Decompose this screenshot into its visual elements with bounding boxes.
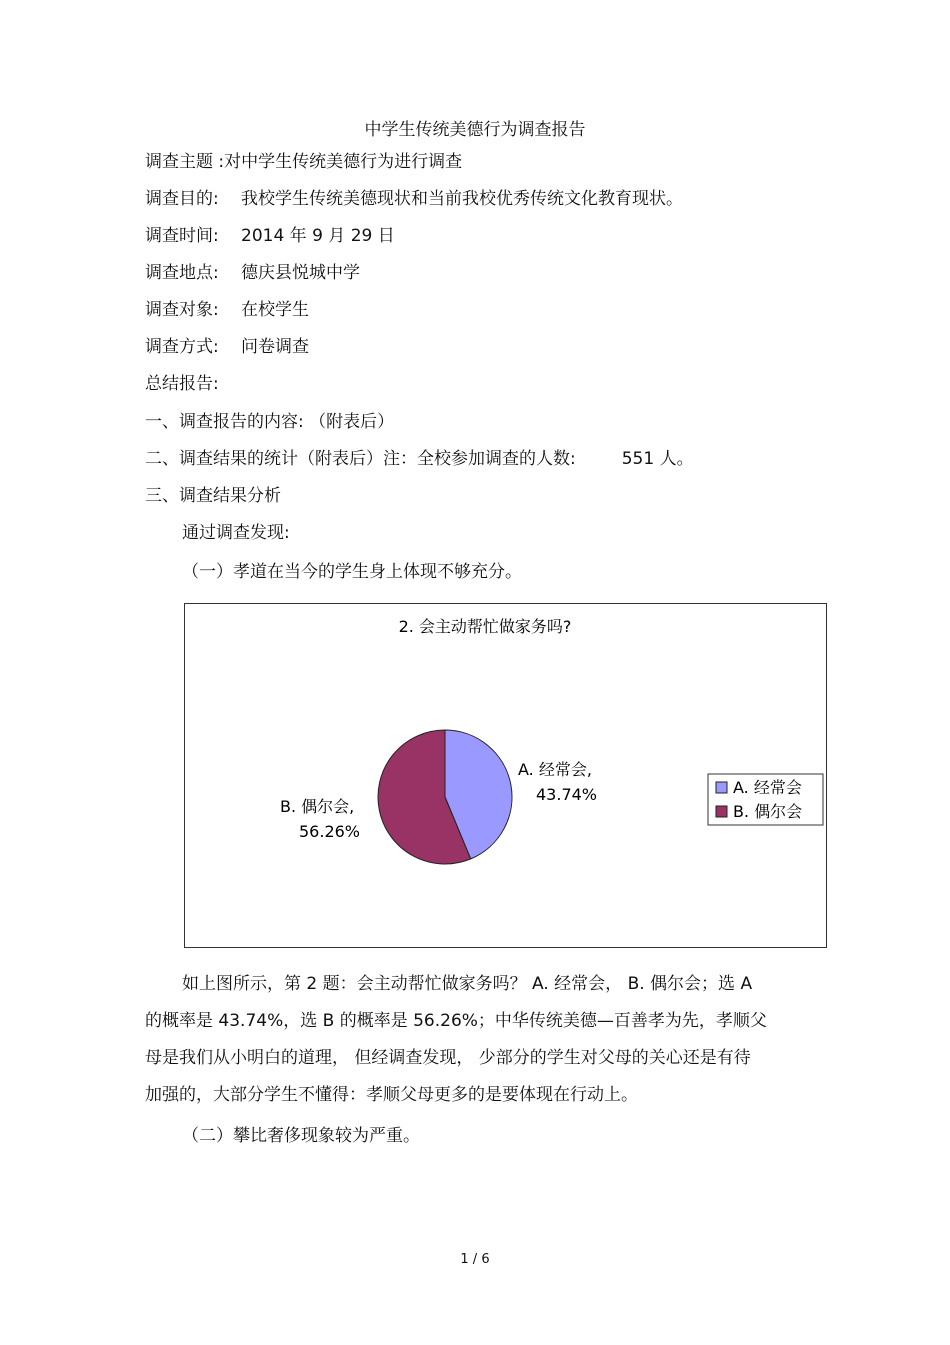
finding-2: （二）攀比奢侈现象较为严重。	[182, 1126, 420, 1146]
chart-legend	[708, 774, 823, 825]
chart-title: 2. 会主动帮忙做家务吗?	[398, 617, 572, 636]
field-method	[145, 335, 309, 359]
field-value: 在校学生	[241, 300, 309, 320]
field-label: 调查地点:	[145, 263, 219, 283]
paragraph-line: 的概率是 43.74%，选 B 的概率是 56.26%；中华传统美德—百善孝为先，孝顺父	[145, 1011, 767, 1031]
data-label-a-value: 43.74%	[536, 785, 598, 804]
pie-chart-svg	[185, 604, 826, 947]
field-target	[145, 298, 309, 322]
field-value: 对中学生传统美德行为进行调查	[224, 152, 463, 172]
summary-label: 总结报告:	[145, 374, 219, 394]
findings-intro: 通过调查发现:	[182, 523, 290, 543]
field-label: 调查对象:	[145, 300, 219, 320]
section-1: 一、调查报告的内容: （附表后）	[145, 412, 395, 432]
field-value: 我校学生传统美德现状和当前我校优秀传统文化教育现状。	[241, 189, 683, 209]
section-3: 三、调查结果分析	[145, 486, 281, 506]
page-title: 中学生传统美德行为调查报告	[364, 120, 586, 140]
field-label: 调查目的:	[145, 189, 219, 209]
paragraph-line: 如上图所示，第 2 题：会主动帮忙做家务吗？ A. 经常会， B. 偶尔会；选 A	[182, 974, 753, 994]
participant-count: 551 人。	[621, 449, 694, 469]
analysis-paragraph	[145, 966, 825, 1114]
data-label-a-name: A. 经常会,	[518, 760, 592, 779]
field-value: 德庆县悦城中学	[241, 263, 360, 283]
section-2	[145, 447, 694, 471]
legend-label-b: B. 偶尔会	[733, 802, 803, 821]
paragraph-line: 母是我们从小明白的道理， 但经调查发现， 少部分的学生对父母的关心还是有待	[145, 1048, 751, 1068]
field-time	[145, 224, 395, 248]
paragraph-line: 加强的，大部分学生不懂得：孝顺父母更多的是要体现在行动上。	[145, 1085, 638, 1105]
field-purpose	[145, 187, 683, 211]
field-label: 调查方式:	[145, 337, 219, 357]
section-2-text: 二、调查结果的统计（附表后）注：全校参加调查的人数:	[145, 449, 576, 469]
field-label: 调查主题 :	[145, 152, 225, 172]
legend-swatch-a	[716, 782, 727, 793]
pie-chart	[184, 603, 827, 948]
page-number: 1 / 6	[460, 1252, 490, 1267]
legend-swatch-b	[716, 806, 727, 817]
finding-1: （一）孝道在当今的学生身上体现不够充分。	[182, 562, 522, 582]
data-label-b-value: 56.26%	[299, 822, 361, 841]
field-value: 2014 年 9 月 29 日	[241, 226, 395, 246]
data-label-b-name: B. 偶尔会,	[280, 797, 355, 816]
legend-label-a: A. 经常会	[733, 778, 802, 797]
field-label: 调查时间:	[145, 226, 219, 246]
field-topic	[145, 150, 462, 174]
field-place	[145, 261, 360, 285]
field-value: 问卷调查	[241, 337, 309, 357]
